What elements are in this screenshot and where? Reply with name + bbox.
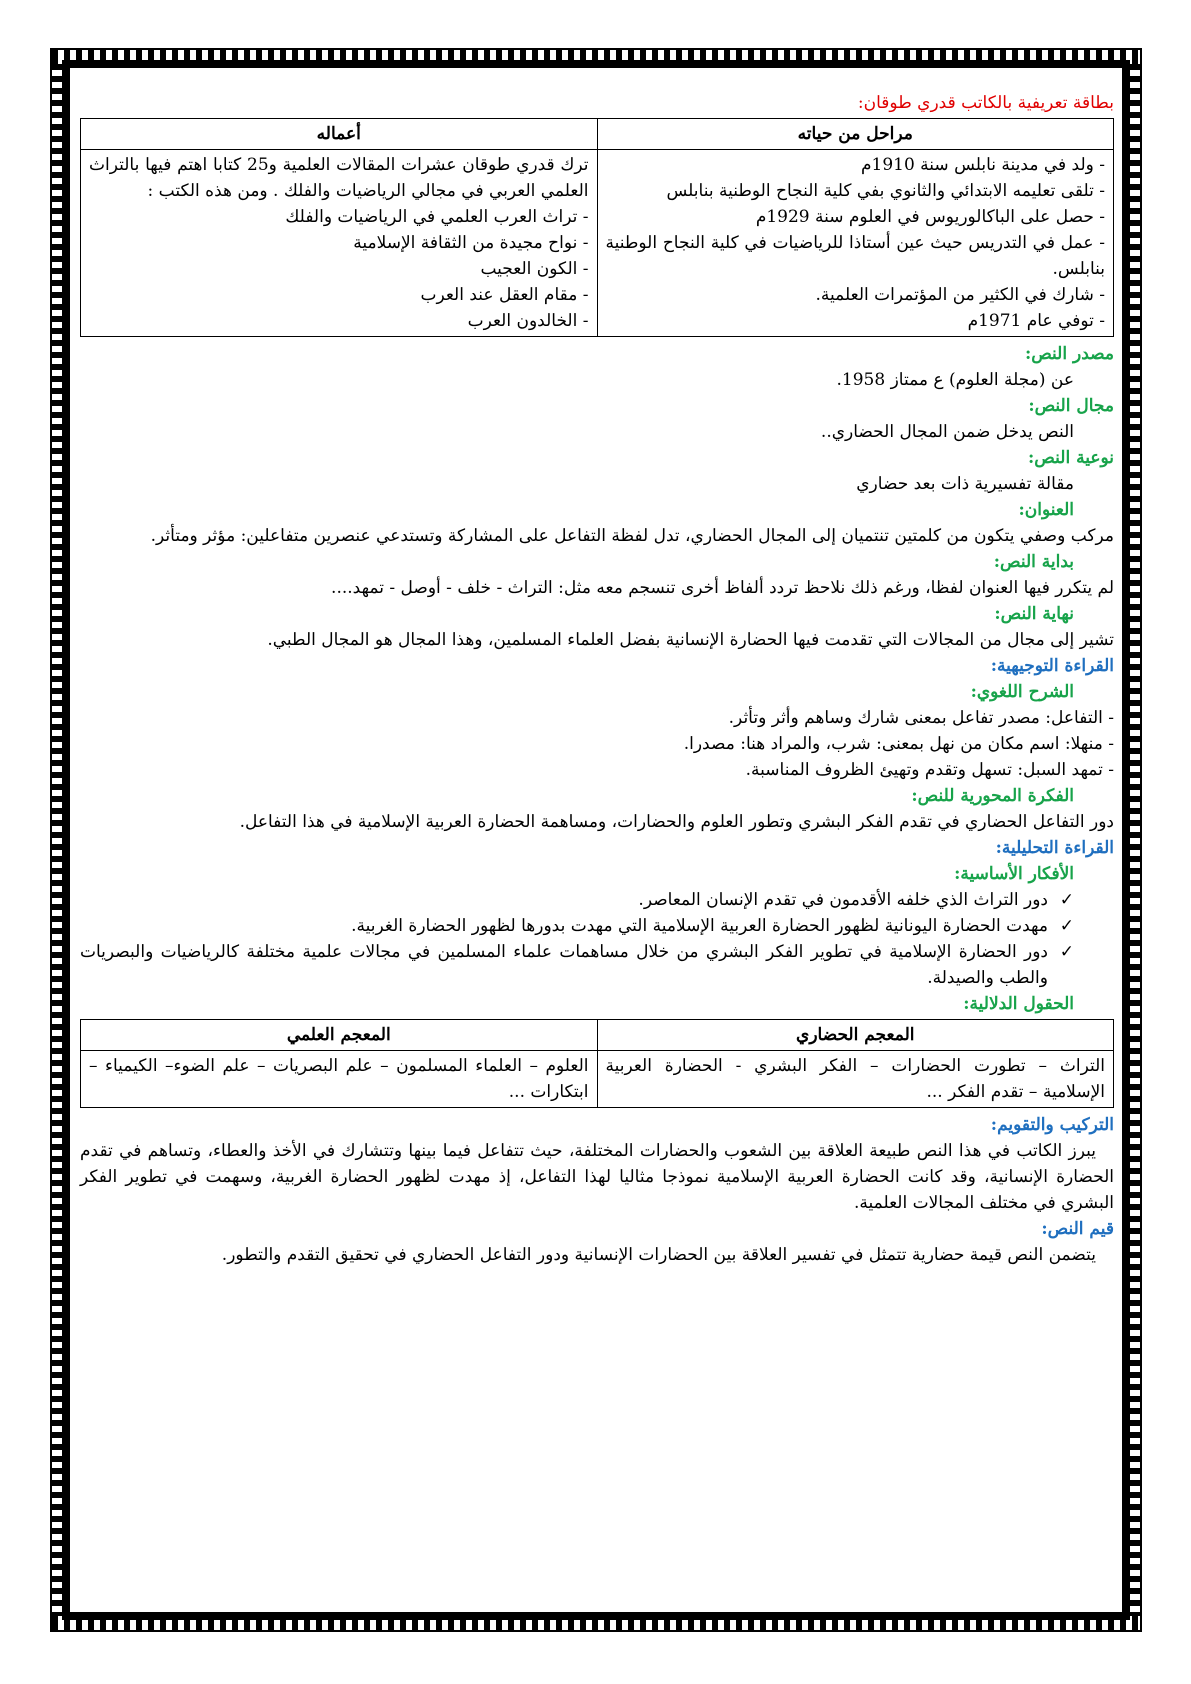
vocab-item: - تمهد السبل: تسهل وتقدم وتهيئ الظروف المناسبة. — [745, 760, 1114, 780]
basic-idea-item — [80, 913, 1074, 939]
basic-idea-text: دور الحضارة الإسلامية في تطوير الفكر البشري من خلال مساهمات علماء المسلمين في مجالات علمية مختلفة كالرياضيات والبصريات والطب والصيدلة. — [80, 942, 1048, 988]
works-intro: ترك قدري طوقان عشرات المقالات العلمية و25 كتابا اهتم فيها بالتراث العلمي العربي في مجالي الرياضيات والفلك . ومن هذه الكتب : — [89, 155, 589, 201]
bio-table — [80, 118, 1114, 337]
card-title: بطاقة تعريفية بالكاتب قدري طوقان: — [857, 93, 1114, 113]
bio-works-cell — [81, 150, 598, 337]
life-item: - تلقى تعليمه الابتدائي والثانوي بفي كلية النجاح الوطنية بنابلس — [666, 181, 1105, 201]
check-icon: ✓ — [1059, 890, 1074, 910]
values-heading: قيم النص: — [1041, 1219, 1114, 1239]
main-idea-text: دور التفاعل الحضاري في تقدم الفكر البشري وتطور العلوم والحضارات، ومساهمة الحضارة العربية الإسلامية في هذا التفاعل. — [239, 812, 1114, 832]
vocab-heading: الشرح اللغوي: — [970, 682, 1074, 702]
check-icon: ✓ — [1059, 916, 1074, 936]
semantic-civil-cell: التراث – تطورت الحضارات – الفكر البشري - الحضارة العربية الإسلامية – تقدم الفكر ... — [597, 1051, 1114, 1108]
vocab-item: - التفاعل: مصدر تفاعل بمعنى شارك وساهم وأثر وتأثر. — [728, 708, 1114, 728]
semantic-science-cell: العلوم – العلماء المسلمون – علم البصريات – علم الضوء– الكيمياء – ابتكارات ... — [81, 1051, 598, 1108]
guided-reading-heading: القراءة التوجيهية: — [990, 656, 1114, 676]
basic-ideas-list — [80, 887, 1114, 991]
synthesis-heading: التركيب والتقويم: — [990, 1115, 1114, 1135]
values-text: يتضمن النص قيمة حضارية تتمثل في تفسير العلاقة بين الحضارات الإنسانية ودور التفاعل الحضاري في تحقيق التقدم والتطور. — [221, 1245, 1096, 1265]
source-heading: مصدر النص: — [1024, 344, 1114, 364]
semantic-header-civil: المعجم الحضاري — [597, 1020, 1114, 1051]
works-item: - مقام العقل عند العرب — [420, 285, 589, 305]
life-item: - عمل في التدريس حيث عين أستاذا للرياضيات في كلية النجاح الوطنية بنابلس. — [605, 233, 1105, 279]
field-heading: مجال النص: — [1028, 396, 1114, 416]
life-item: - شارك في الكثير من المؤتمرات العلمية. — [815, 285, 1105, 305]
type-text: مقالة تفسيرية ذات بعد حضاري — [856, 474, 1074, 494]
works-item: - نواح مجيدة من الثقافة الإسلامية — [353, 233, 589, 253]
source-text: عن (مجلة العلوم) ع ممتاز 1958. — [836, 370, 1074, 390]
beginning-text: لم يتكرر فيها العنوان لفظا، ورغم ذلك نلاحظ تردد ألفاظ أخرى تنسجم معه مثل: التراث - خلف - أوصل - تمهد.... — [331, 578, 1114, 598]
works-item: - تراث العرب العلمي في الرياضيات والفلك — [285, 207, 589, 227]
document-body — [80, 90, 1114, 1268]
life-item: - توفي عام 1971م — [967, 311, 1105, 331]
ending-heading: نهاية النص: — [994, 604, 1074, 624]
semantic-fields-table — [80, 1019, 1114, 1108]
beginning-heading: بداية النص: — [993, 552, 1074, 572]
check-icon: ✓ — [1059, 942, 1074, 962]
semantic-fields-heading: الحقول الدلالية: — [963, 994, 1074, 1014]
main-idea-heading: الفكرة المحورية للنص: — [911, 786, 1074, 806]
bio-header-life: مراحل من حياته — [597, 119, 1114, 150]
basic-idea-text: دور التراث الذي خلفه الأقدمون في تقدم الإنسان المعاصر. — [638, 890, 1048, 910]
life-item: - حصل على الباكالوريوس في العلوم سنة 1929م — [755, 207, 1105, 227]
type-heading: نوعية النص: — [1028, 448, 1114, 468]
basic-idea-item — [80, 887, 1074, 913]
bio-life-cell — [597, 150, 1114, 337]
vocab-item: - منهلا: اسم مكان من نهل بمعنى: شرب، والمراد هنا: مصدرا. — [683, 734, 1114, 754]
life-item: - ولد في مدينة نابلس سنة 1910م — [860, 155, 1105, 175]
works-item: - الخالدون العرب — [467, 311, 589, 331]
basic-idea-item — [80, 939, 1074, 991]
bio-header-works: أعماله — [81, 119, 598, 150]
basic-idea-text: مهدت الحضارة اليونانية لظهور الحضارة العربية الإسلامية التي مهدت بدورها لظهور الحضارة الغربية. — [351, 916, 1048, 936]
title-section-heading: العنوان: — [1018, 500, 1074, 520]
title-section-text: مركب وصفي يتكون من كلمتين تنتميان إلى المجال الحضاري، تدل لفظة التفاعل على المشاركة وتستدعي عنصرين متفاعلين: مؤثر ومتأثر. — [150, 526, 1114, 546]
analytic-reading-heading: القراءة التحليلية: — [995, 838, 1114, 858]
works-item: - الكون العجيب — [480, 259, 589, 279]
field-text: النص يدخل ضمن المجال الحضاري.. — [820, 422, 1074, 442]
synthesis-text: يبرز الكاتب في هذا النص طبيعة العلاقة بين الشعوب والحضارات المختلفة، حيث تتفاعل فيما بينها وتتشارك في الأخذ والعطاء، وتساهم في تقدم الحضارة الإنسانية، وقد كانت الحضارة العربية الإسلامية نموذجا مثاليا لهذا التفاعل، إذ مهدت لظهور الحضارة الغربية، وسهمت في تطوير الفكر البشري في مختلف المجالات العلمية. — [80, 1141, 1114, 1213]
ending-text: تشير إلى مجال من المجالات التي تقدمت فيها الحضارة الإنسانية بفضل العلماء المسلمين، وهذا المجال هو المجال الطبي. — [267, 630, 1114, 650]
basic-ideas-heading: الأفكار الأساسية: — [954, 864, 1074, 884]
semantic-header-science: المعجم العلمي — [81, 1020, 598, 1051]
